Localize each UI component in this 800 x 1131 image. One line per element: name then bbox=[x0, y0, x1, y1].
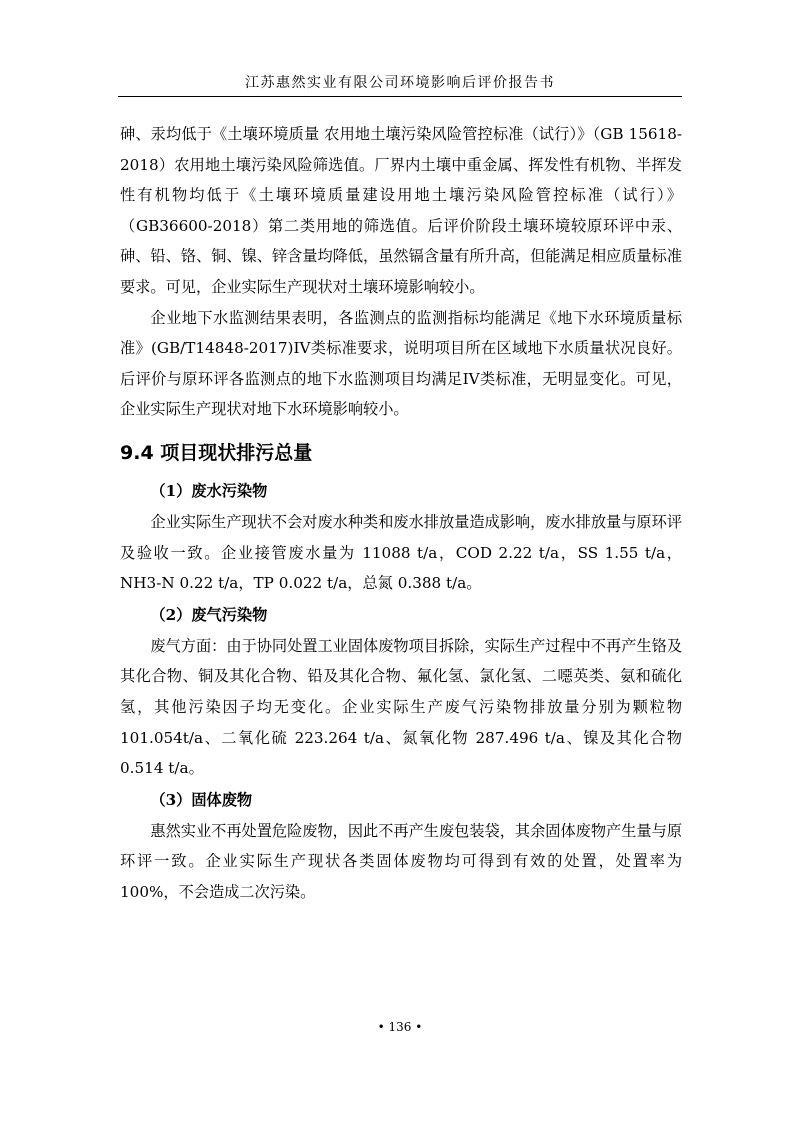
document-body bbox=[120, 119, 682, 907]
page-number: • 136 • bbox=[377, 1020, 423, 1034]
paragraph-solid-waste: 惠然实业不再处置危险废物，因此不再产生废包装袋，其余固体废物产生量与原环评一致。企业实际生产现状各类固体废物均可得到有效的处置，处置率为 100%，不会造成二次污染。 bbox=[120, 821, 682, 901]
section-heading: 9.4 项目现状排污总量 bbox=[120, 441, 313, 464]
paragraph-waste-gas: 废气方面：由于协同处置工业固体废物项目拆除，实际生产过程中不再产生铬及其化合物、铜及其化合物、铅及其化合物、氟化氢、氯化氢、二噁英类、氨和硫化氢，其他污染因子均无变化。企业实际生产废气污染物排放量分别为颗粒物 101.054t/a、二氧化硫 223.264 t/a、氮氧化物 287.496 t/a、镍及其化合物 0.514 t/a。 bbox=[120, 636, 682, 778]
running-header: 江苏惠然实业有限公司环境影响后评价报告书 bbox=[245, 75, 555, 91]
header-divider bbox=[118, 96, 682, 97]
subsection-heading-solid-waste: （3）固体废物 bbox=[150, 790, 253, 809]
paragraph-soil-conclusion: 砷、汞均低于《土壤环境质量 农用地土壤污染风险管控标准（试行）》（GB 15618-2018）农用地土壤污染风险筛选值。厂界内土壤中重金属、挥发性有机物、半挥发性有机物均低于《土壤环境质量建设用地土壤污染风险管控标准（试行）》（GB36600-2018）第二类用地的筛选值。后评价阶段土壤环境较原环评中汞、砷、铅、铬、铜、镍、锌含量均降低，虽然镉含量有所升高，但能满足相应质量标准要求。可见，企业实际生产现状对土壤环境影响较小。 bbox=[120, 125, 682, 296]
paragraph-groundwater-conclusion: 企业地下水监测结果表明，各监测点的监测指标均能满足《地下水环境质量标准》(GB/T14848-2017)IV类标准要求，说明项目所在区域地下水质量状况良好。后评价与原环评各监测点的地下水监测项目均满足IV类标准，无明显变化。可见，企业实际生产现状对地下水环境影响较小。 bbox=[120, 308, 682, 419]
subsection-heading-wastewater: （1）废水污染物 bbox=[150, 481, 268, 500]
paragraph-wastewater: 企业实际生产现状不会对废水种类和废水排放量造成影响，废水排放量与原环评及验收一致。企业接管废水量为 11088 t/a，COD 2.22 t/a，SS 1.55 t/a，NH3-N 0.22 t/a，TP 0.022 t/a，总氮 0.388 t/a。 bbox=[120, 512, 682, 593]
subsection-heading-waste-gas: （2）废气污染物 bbox=[150, 605, 268, 624]
